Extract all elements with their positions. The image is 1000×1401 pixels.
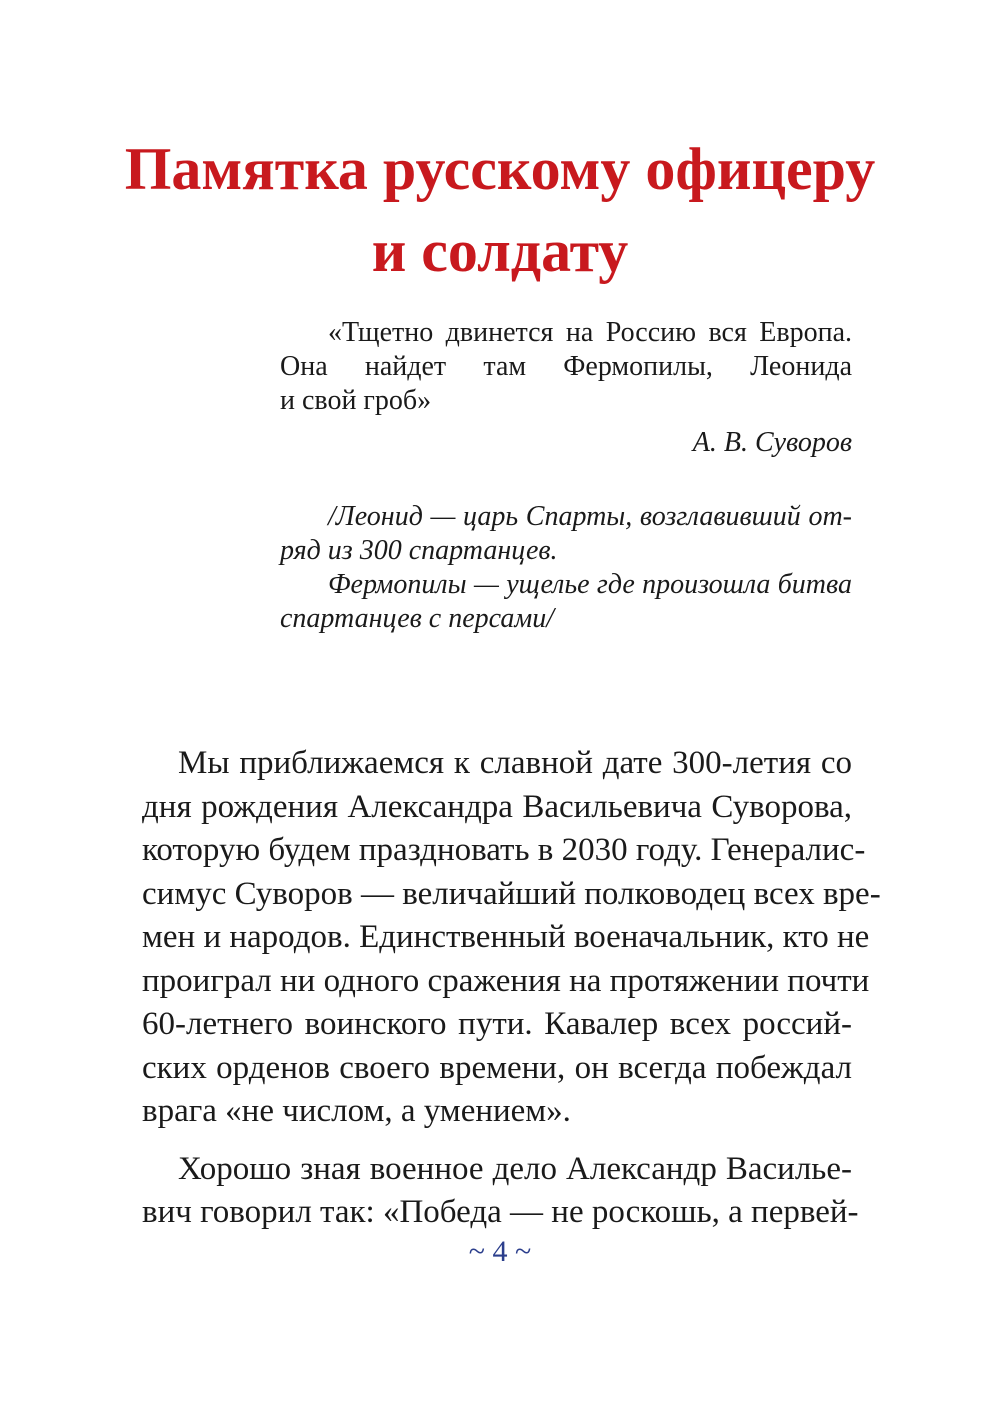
paragraph-1-line: ских орденов своего времени, он всегда побеждал [142,1049,852,1086]
paragraph-1-line: дня рождения Александра Васильевича Суворова, [142,788,852,825]
page-number: ~ 4 ~ [468,1235,532,1268]
page-title [100,128,900,292]
paragraph-2-line: вич говорил так: «Победа — не роскошь, а первей- [142,1194,859,1230]
epigraph-line: Она найдет там Фермопилы, Леонида [280,351,852,382]
paragraph-1-line: врага «не числом, а умением». [142,1093,571,1129]
epigraph-note [280,500,852,636]
paragraph-1-line: симус Суворов — величайший полководец всех вре- [142,875,881,912]
epigraph-line: «Тщетно двинется на Россию вся Европа. [328,317,852,348]
paragraph-gap [142,1134,852,1148]
paragraph-1-line: Мы приближаемся к славной дате 300-летия со [178,745,852,781]
paragraph-1-line: 60-летнего воинского пути. Кавалер всех россий- [142,1006,852,1042]
title-line-2: и солдату [371,218,629,284]
epigraph-author: А. В. Суворов [692,427,852,458]
body-text [142,742,881,1235]
epigraph [280,316,852,460]
note-line: Фермопилы — ущелье где произошла битва [328,569,852,600]
paragraph-1-line: проиграл ни одного сражения на протяжении почти [142,962,870,999]
title-line-1: Памятка русскому офицеру [124,136,876,202]
note-line: ряд из 300 спартанцев. [280,535,558,566]
epigraph-line: и свой гроб» [280,385,432,416]
paragraph-2-line: Хорошо зная военное дело Александр Василье- [178,1150,852,1187]
paragraph-1-line: которую будем праздновать в 2030 году. Генералис- [142,832,866,868]
note-line: спартанцев с персами/ [280,603,554,634]
note-line: /Леонид — царь Спарты, возглавивший от- [328,501,852,532]
paragraph-1-line: мен и народов. Единственный военачальник, кто не [142,919,870,955]
